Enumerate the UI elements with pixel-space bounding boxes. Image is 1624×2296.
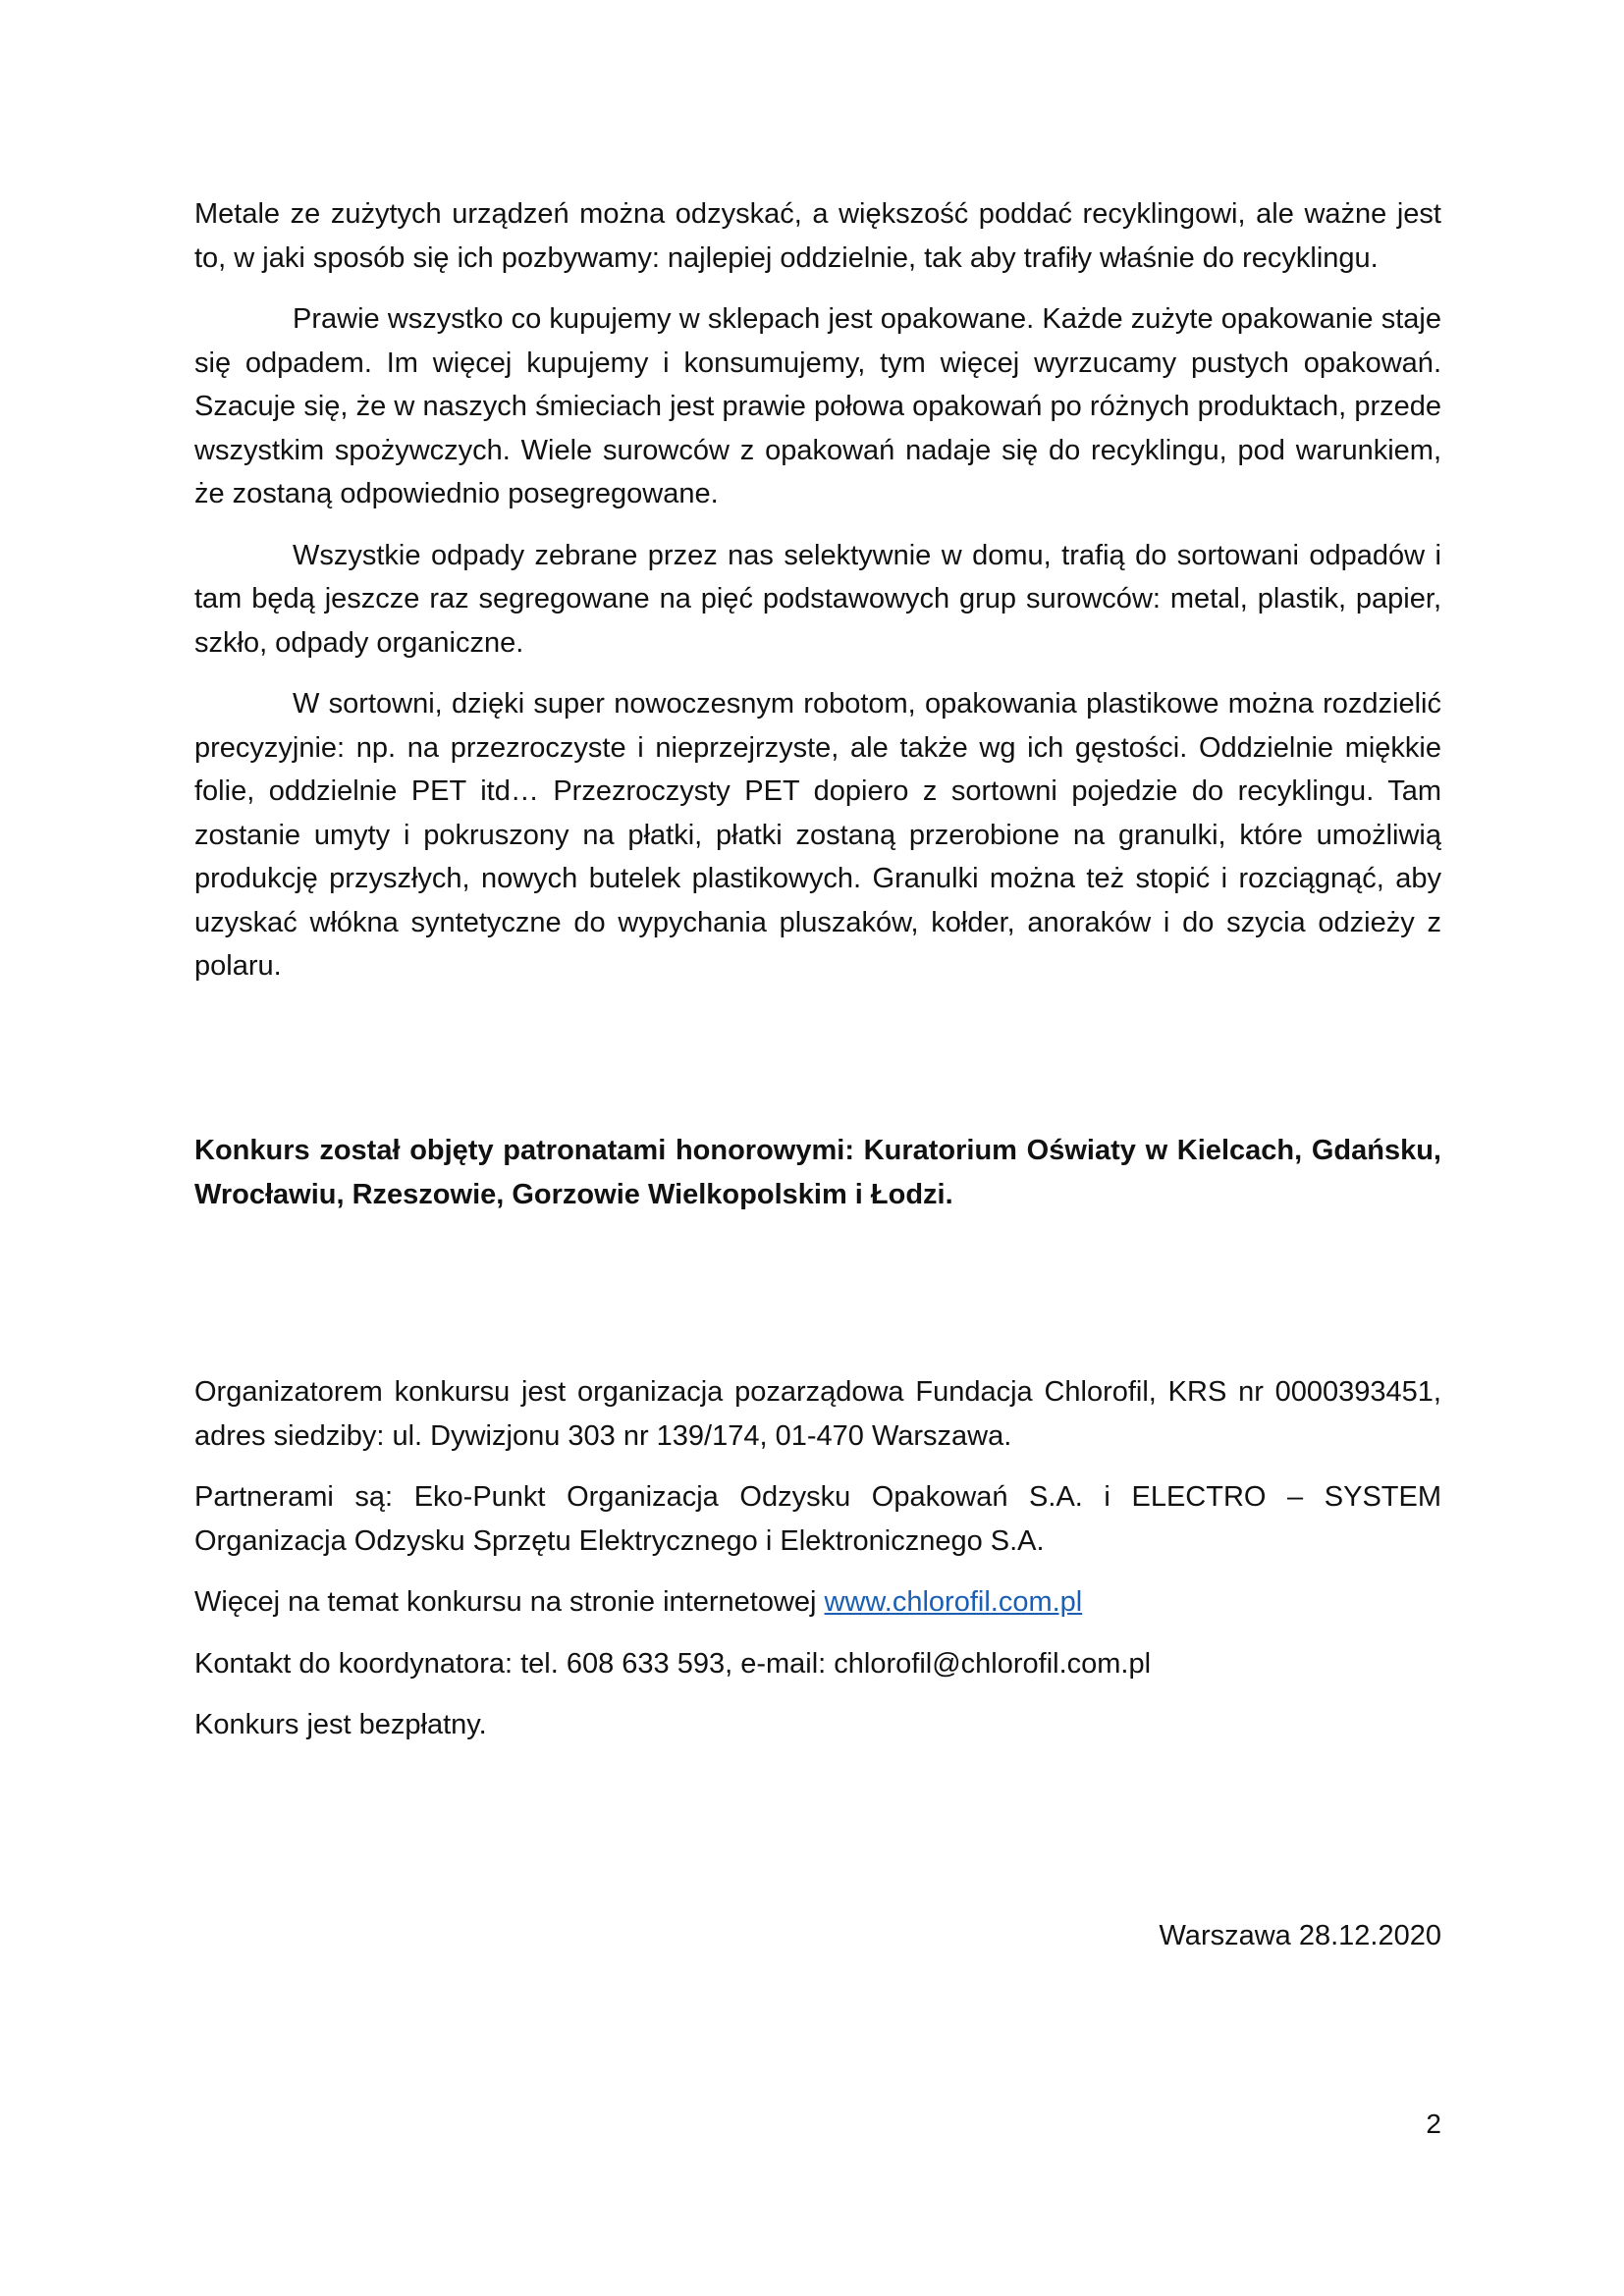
paragraph-packaging: Prawie wszystko co kupujemy w sklepach jest opakowane. Każde zużyte opakowanie staje się odpadem. Im więcej kupujemy i konsumujemy, tym więcej wyrzucamy pustych opakowań. Szacuje się, że w naszych śmieciach jest prawie połowa opakowań po różnych produktach, przede wszystkim spożywczych. Wiele surowców z opakowań nadaje się do recyklingu, pod warunkiem, że zostaną odpowiednio posegregowane. <box>194 303 1441 509</box>
page-number: 2 <box>1426 2109 1441 2139</box>
paragraph-sorting: Wszystkie odpady zebrane przez nas selektywnie w domu, trafią do sortowani odpadów i tam będą jeszcze raz segregowane na pięć podstawowych grup surowców: metal, plastik, papier, szkło, odpady organiczne. <box>194 539 1441 659</box>
more-info-line <box>194 1580 1441 1625</box>
organizer-text: Organizatorem konkursu jest organizacja pozarządowa Fundacja Chlorofil, KRS nr 0000393451, adres siedziby: ul. Dywizjonu 303 nr 139/174, 01-470 Warszawa. <box>194 1376 1441 1452</box>
contact-text: Kontakt do koordynatora: tel. 608 633 593, e-mail: chlorofil@chlorofil.com.pl <box>194 1647 1152 1680</box>
website-link[interactable]: www.chlorofil.com.pl <box>824 1586 1083 1618</box>
free-entry-text: Konkurs jest bezpłatny. <box>194 1709 487 1740</box>
paragraph-recycling-pet: W sortowni, dzięki super nowoczesnym robotom, opakowania plastikowe można rozdzielić precyzyjnie: np. na przezroczyste i nieprzejrzyste, ale także wg ich gęstości. Oddzielnie miękkie folie, oddzielnie PET itd… Przezroczysty PET dopiero z sortowni pojedzie do recyklingu. Tam zostanie umyty i pokruszony na płatki, płatki zostaną przerobione na granulki, które umożliwią produkcję przyszłych, nowych butelek plastikowych. Granulki można też stopić i rozciągnąć, aby uzyskać włókna syntetyczne do wypychania pluszaków, kołder, anoraków i do szycia odzieży z polaru. <box>194 688 1441 982</box>
organizer-block <box>194 1370 1441 1747</box>
patronage-text: Konkurs został objęty patronatami honorowymi: Kuratorium Oświaty w Kielcach, Gdańsku, Wrocławiu, Rzeszowie, Gorzowie Wielkopolskim i Łodzi. <box>194 1135 1441 1210</box>
partners-text: Partnerami są: Eko-Punkt Organizacja Odzysku Opakowań S.A. i ELECTRO – SYSTEM Organizacja Odzysku Sprzętu Elektrycznego i Elektronicznego S.A. <box>194 1481 1441 1557</box>
place-date: Warszawa 28.12.2020 <box>1159 1920 1441 1951</box>
patronage-block <box>194 1129 1441 1216</box>
paragraph-metals: Metale ze zużytych urządzeń można odzyskać, a większość poddać recyklingowi, ale ważne jest to, w jaki sposób się ich pozbywamy: najlepiej oddzielnie, tak aby trafiły właśnie do recyklingu. <box>194 198 1441 274</box>
more-info-text: Więcej na temat konkursu na stronie internetowej <box>194 1586 825 1618</box>
body-text <box>194 192 1441 988</box>
